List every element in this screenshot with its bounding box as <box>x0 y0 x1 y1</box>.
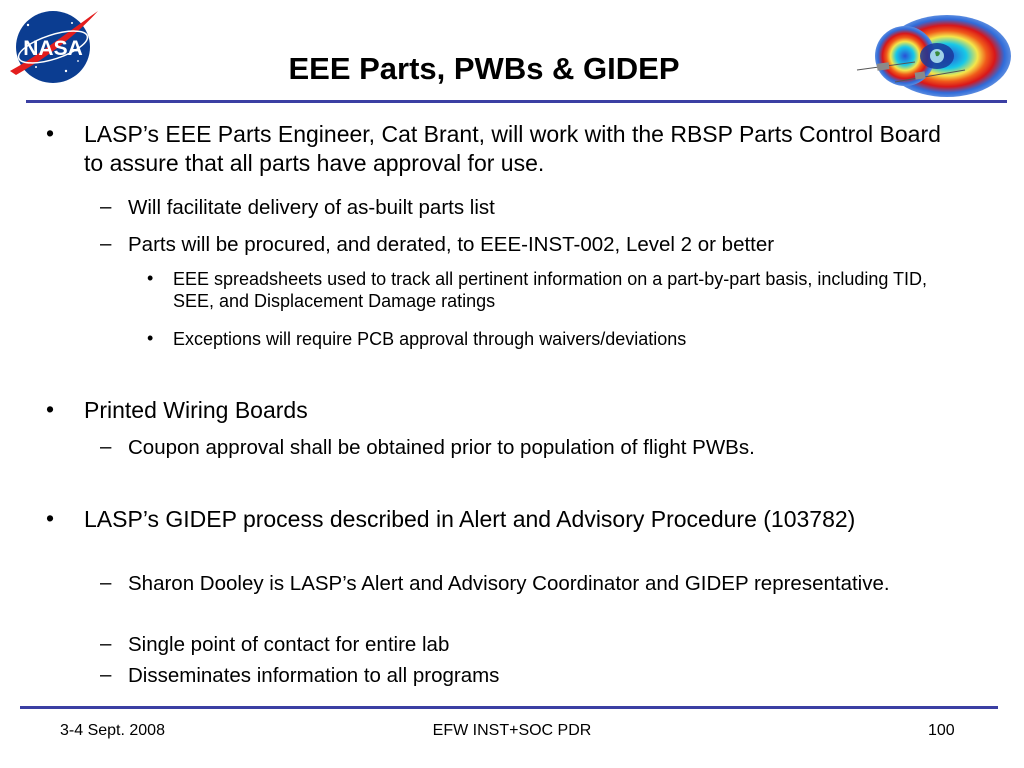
subsub-item: EEE spreadsheets used to track all pertinent information on a part-by-part basis, including TID, SEE, and Displacement Damage ratings <box>173 269 928 312</box>
dash-marker: – <box>100 195 112 218</box>
sub-item: Will facilitate delivery of as-built parts list <box>128 196 495 219</box>
sub-item: Parts will be procured, and derated, to EEE-INST-002, Level 2 or better <box>128 233 775 256</box>
dash-marker: – <box>100 571 112 594</box>
subsub-item: Exceptions will require PCB approval through waivers/deviations <box>173 329 687 349</box>
dash-marker: – <box>100 663 112 686</box>
page-number: 100 <box>928 722 955 739</box>
footer-title: EFW INST+SOC PDR <box>432 722 592 739</box>
bullet-marker: • <box>46 120 55 146</box>
bullet-marker: • <box>147 268 154 288</box>
bullet-item: LASP’s GIDEP process described in Alert and Advisory Procedure (103782) <box>84 506 856 532</box>
sub-item: Coupon approval shall be obtained prior to population of flight PWBs. <box>128 436 755 459</box>
bullet-marker: • <box>46 396 55 422</box>
dash-marker: – <box>100 232 112 255</box>
dash-marker: – <box>100 632 112 655</box>
sub-item: Disseminates information to all programs <box>128 664 500 687</box>
bullet-marker: • <box>46 505 55 531</box>
bullet-marker: • <box>147 328 154 348</box>
slide-title: EEE Parts, PWBs & GIDEP <box>288 50 680 86</box>
sub-item: Sharon Dooley is LASP’s Alert and Advisory Coordinator and GIDEP representative. <box>128 572 890 595</box>
nasa-logo-text: NASA <box>23 37 83 60</box>
bullet-item: LASP’s EEE Parts Engineer, Cat Brant, will work with the RBSP Parts Control Board to assure that all parts have approval for use. <box>84 121 941 176</box>
bottom-divider <box>20 706 998 709</box>
sub-item: Single point of contact for entire lab <box>128 633 450 656</box>
footer-date: 3-4 Sept. 2008 <box>60 722 165 739</box>
bullet-item: Printed Wiring Boards <box>84 397 308 423</box>
dash-marker: – <box>100 435 112 458</box>
